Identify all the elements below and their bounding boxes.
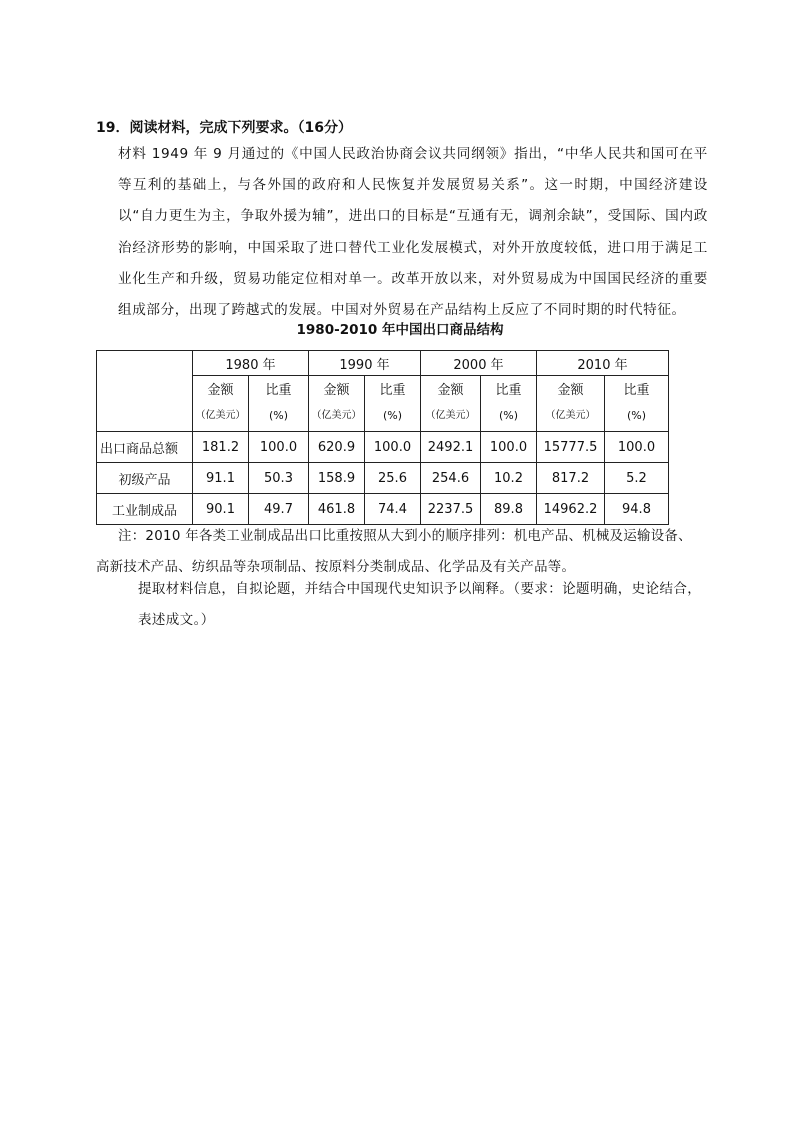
share-header: 比重 (%)	[605, 376, 669, 432]
year-header: 2010 年	[537, 351, 669, 376]
year-header-row	[97, 351, 669, 376]
amount-header: 金额 （亿美元）	[537, 376, 605, 432]
table-cell: 25.6	[365, 463, 421, 494]
table-cell: 90.1	[193, 494, 249, 525]
table-row	[97, 432, 669, 463]
table-cell: 181.2	[193, 432, 249, 463]
table-cell: 100.0	[605, 432, 669, 463]
year-header: 1980 年	[193, 351, 309, 376]
table-cell: 14962.2	[537, 494, 605, 525]
table-row	[97, 463, 669, 494]
table-cell: 158.9	[309, 463, 365, 494]
table-cell: 49.7	[249, 494, 309, 525]
share-header: 比重 (%)	[365, 376, 421, 432]
table-cell: 461.8	[309, 494, 365, 525]
table-cell: 817.2	[537, 463, 605, 494]
export-structure-table	[96, 350, 669, 525]
year-header: 1990 年	[309, 351, 421, 376]
amount-header: 金额 （亿美元）	[309, 376, 365, 432]
table-cell: 10.2	[481, 463, 537, 494]
year-header: 2000 年	[421, 351, 537, 376]
note-line-1: 注：2010 年各类工业制成品出口比重按照从大到小的顺序排列：机电产品、机械及运输设备、	[118, 529, 692, 544]
table-cell: 2492.1	[421, 432, 481, 463]
table-cell: 74.4	[365, 494, 421, 525]
table-cell: 620.9	[309, 432, 365, 463]
row-label: 出口商品总额	[97, 432, 193, 463]
table-row	[97, 494, 669, 525]
table-cell: 15777.5	[537, 432, 605, 463]
share-header: 比重 (%)	[249, 376, 309, 432]
amount-header: 金额 （亿美元）	[421, 376, 481, 432]
requirement-text	[118, 574, 706, 636]
requirement-paragraph: 提取材料信息，自拟论题，并结合中国现代史知识予以阐释。（要求：论题明确，史论结合，表述成文。）	[138, 581, 702, 628]
row-label: 工业制成品	[97, 494, 193, 525]
amount-header: 金额 （亿美元）	[193, 376, 249, 432]
table-title: 1980-2010 年中国出口商品结构	[296, 322, 504, 338]
table-cell: 100.0	[365, 432, 421, 463]
table-cell: 50.3	[249, 463, 309, 494]
table-cell: 2237.5	[421, 494, 481, 525]
question-title: 19．阅读材料，完成下列要求。（16分）	[96, 120, 352, 136]
share-header: 比重 (%)	[481, 376, 537, 432]
table-cell: 100.0	[481, 432, 537, 463]
table-cell: 5.2	[605, 463, 669, 494]
table-cell: 94.8	[605, 494, 669, 525]
row-label: 初级产品	[97, 463, 193, 494]
table-cell: 100.0	[249, 432, 309, 463]
table-cell: 91.1	[193, 463, 249, 494]
corner-cell	[97, 351, 193, 432]
table-cell: 89.8	[481, 494, 537, 525]
note-line-2: 高新技术产品、纺织品等杂项制品、按原料分类制成品、化学品及有关产品等。	[96, 560, 576, 575]
table-cell: 254.6	[421, 463, 481, 494]
material-paragraph: 材料 1949 年 9 月通过的《中国人民政治协商会议共同纲领》指出，“中华人民共和国可在平等互利的基础上，与各外国的政府和人民恢复并发展贸易关系”。这一时期，中国经济建设以“自力更生为主，争取外援为辅”，进出口的目标是“互通有无，调剂余缺”，受国际、国内政治经济形势的影响，中国采取了进口替代工业化发展模式，对外开放度较低，进口用于满足工业化生产和升级，贸易功能定位相对单一。改革开放以来，对外贸易成为中国国民经济的重要组成部分，出现了跨越式的发展。中国对外贸易在产品结构上反应了不同时期的时代特征。	[118, 146, 708, 319]
